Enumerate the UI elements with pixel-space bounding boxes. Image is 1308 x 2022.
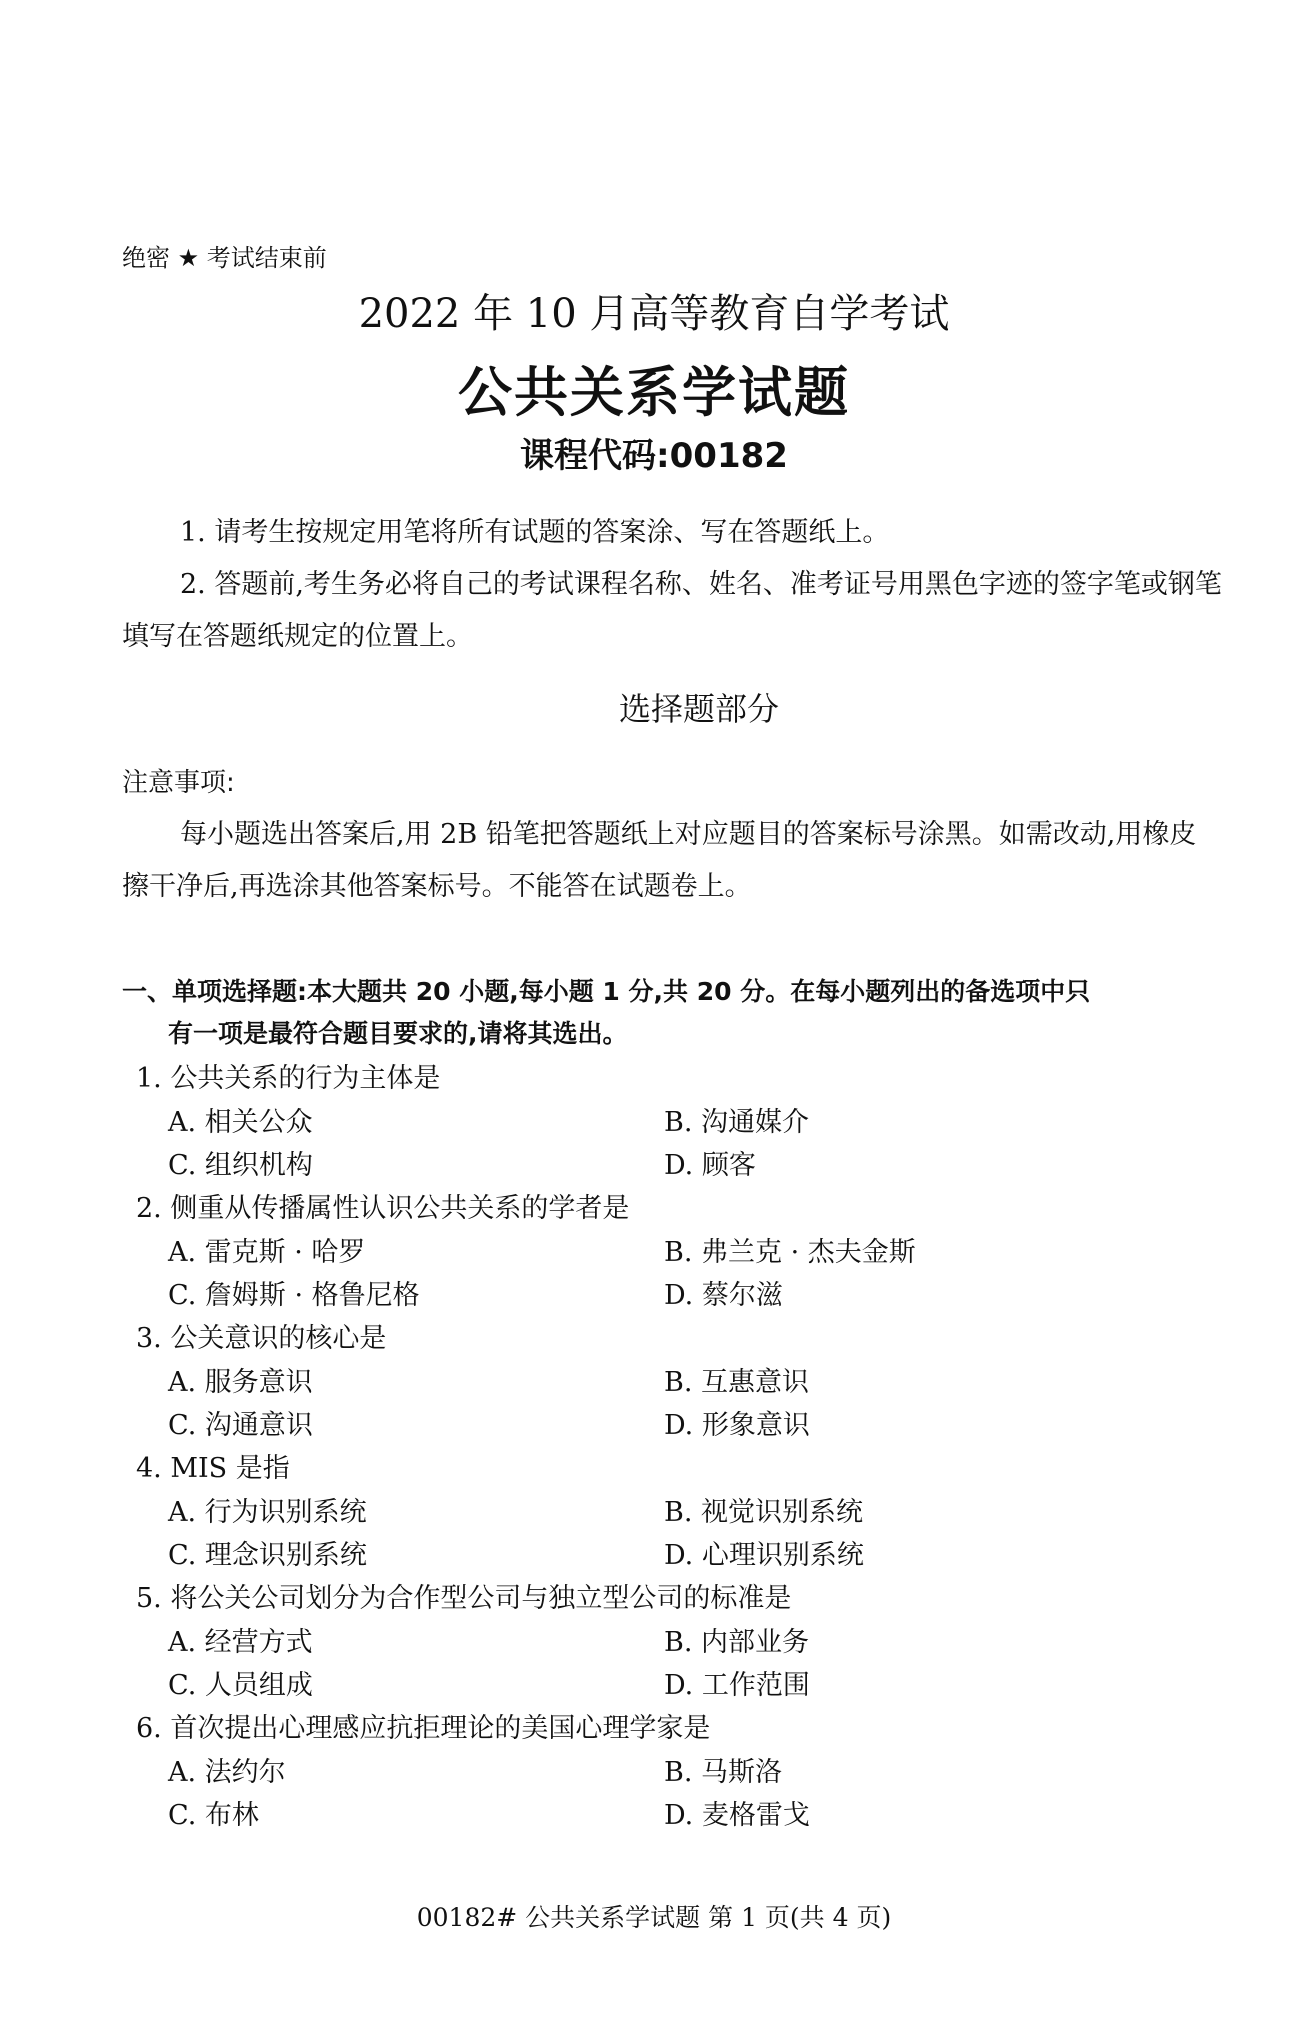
question-3-option-c: C. 沟通意识 (168, 1410, 313, 1441)
notice-line-1: 每小题选出答案后,用 2B 铅笔把答题纸上对应题目的答案标号涂黑。如需改动,用橡皮 (180, 819, 1197, 850)
question-2-stem: 2. 侧重从传播属性认识公共关系的学者是 (136, 1193, 630, 1224)
question-5-stem: 5. 将公关公司划分为合作型公司与独立型公司的标准是 (136, 1583, 792, 1614)
question-2-option-b: B. 弗兰克 · 杰夫金斯 (664, 1237, 916, 1268)
instruction-1: 1. 请考生按规定用笔将所有试题的答案涂、写在答题纸上。 (180, 517, 890, 548)
page-footer: 00182# 公共关系学试题 第 1 页(共 4 页) (416, 1903, 892, 1932)
question-5-option-b: B. 内部业务 (664, 1627, 810, 1658)
confidentiality-label: 绝密 ★ 考试结束前 (122, 244, 327, 272)
question-6-option-d: D. 麦格雷戈 (664, 1800, 810, 1831)
question-5-option-c: C. 人员组成 (168, 1670, 313, 1701)
question-1-option-c: C. 组织机构 (168, 1150, 313, 1181)
part-one-heading-continued: 有一项是最符合题目要求的,请将其选出。 (168, 1019, 628, 1048)
instruction-2-continued: 填写在答题纸规定的位置上。 (122, 621, 473, 652)
question-5-option-a: A. 经营方式 (168, 1627, 313, 1658)
part-one-heading: 一、单项选择题:本大题共 20 小题,每小题 1 分,共 20 分。在每小题列出的备选项中只 (122, 977, 1091, 1006)
question-4-option-b: B. 视觉识别系统 (664, 1497, 864, 1528)
course-code: 课程代码:00182 (520, 436, 788, 476)
question-3-option-b: B. 互惠意识 (664, 1367, 810, 1398)
question-1-stem: 1. 公共关系的行为主体是 (136, 1063, 441, 1094)
section-title: 选择题部分 (618, 690, 779, 728)
question-2-option-c: C. 詹姆斯 · 格鲁尼格 (168, 1280, 420, 1311)
question-1-option-a: A. 相关公众 (168, 1107, 313, 1138)
question-1-option-b: B. 沟通媒介 (664, 1107, 810, 1138)
subject-title: 公共关系学试题 (458, 361, 850, 424)
question-6-option-c: C. 布林 (168, 1800, 259, 1831)
question-4-option-d: D. 心理识别系统 (664, 1540, 864, 1571)
question-3-stem: 3. 公关意识的核心是 (136, 1323, 387, 1354)
question-6-option-b: B. 马斯洛 (664, 1757, 783, 1788)
notice-label: 注意事项: (122, 768, 235, 798)
question-2-option-a: A. 雷克斯 · 哈罗 (168, 1237, 366, 1268)
question-6-stem: 6. 首次提出心理感应抗拒理论的美国心理学家是 (136, 1713, 711, 1744)
question-4-stem: 4. MIS 是指 (136, 1453, 290, 1484)
question-3-option-a: A. 服务意识 (168, 1367, 313, 1398)
exam-title: 2022 年 10 月高等教育自学考试 (358, 291, 950, 337)
instruction-2: 2. 答题前,考生务必将自己的考试课程名称、姓名、准考证号用黑色字迹的签字笔或钢笔 (180, 569, 1222, 600)
question-3-option-d: D. 形象意识 (664, 1410, 810, 1441)
notice-line-2: 擦干净后,再选涂其他答案标号。不能答在试题卷上。 (122, 871, 752, 902)
question-1-option-d: D. 顾客 (664, 1150, 756, 1181)
question-2-option-d: D. 蔡尔滋 (664, 1280, 783, 1311)
question-4-option-a: A. 行为识别系统 (168, 1497, 367, 1528)
question-4-option-c: C. 理念识别系统 (168, 1540, 367, 1571)
question-6-option-a: A. 法约尔 (168, 1757, 286, 1788)
question-5-option-d: D. 工作范围 (664, 1670, 810, 1701)
